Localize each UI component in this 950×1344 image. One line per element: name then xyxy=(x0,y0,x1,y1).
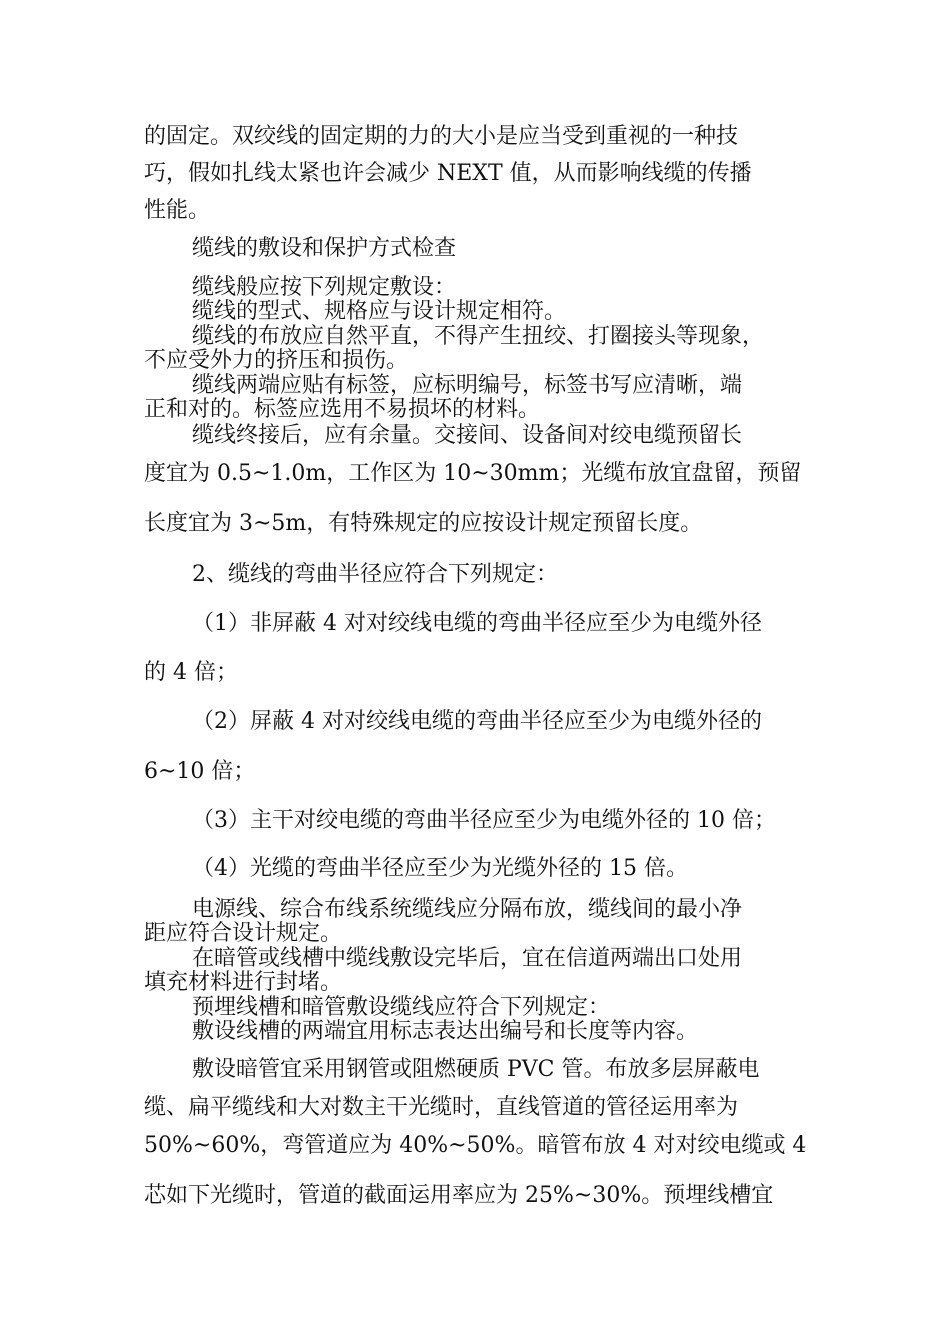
text-line: （2）屏蔽 4 对对绞线电缆的弯曲半径应至少为电缆外径的 xyxy=(192,709,762,734)
section-heading: 缆线的敷设和保护方式检查 xyxy=(192,236,457,261)
text-line: 敷设暗管宜采用钢管或阻燃硬质 PVC 管。布放多层屏蔽电 xyxy=(192,1057,760,1082)
text-line: 在暗管或线槽中缆线敷设完毕后，宜在信道两端出口处用 xyxy=(192,946,743,971)
text-line: 缆线两端应贴有标签，应标明编号，标签书写应清晰，端 xyxy=(192,373,743,398)
text-line: 芯如下光缆时，管道的截面运用率应为 25%~30%。预埋线槽宜 xyxy=(144,1183,774,1208)
text-line: 缆线般应按下列规定敷设： xyxy=(192,275,457,300)
text-line: 不应受外力的挤压和损伤。 xyxy=(144,348,409,373)
text-line: 6~10 倍； xyxy=(144,759,256,784)
text-line: 正和对的。标签应选用不易损坏的材料。 xyxy=(144,397,541,422)
text-line: 填充材料进行封堵。 xyxy=(144,970,343,995)
text-line: 2、缆线的弯曲半径应符合下列规定： xyxy=(192,562,558,587)
text-line: 巧，假如扎线太紧也许会减少 NEXT 值，从而影响线缆的传播 xyxy=(144,161,752,186)
text-line: （1）非屏蔽 4 对对绞线电缆的弯曲半径应至少为电缆外径 xyxy=(192,611,762,636)
text-line: （3）主干对绞电缆的弯曲半径应至少为电缆外径的 10 倍； xyxy=(192,808,776,833)
text-line: 距应符合设计规定。 xyxy=(144,921,343,946)
text-line: 缆、扁平缆线和大对数主干光缆时，直线管道的管径运用率为 xyxy=(144,1095,739,1120)
text-line: 的固定。双绞线的固定期的力的大小是应当受到重视的一种技 xyxy=(144,124,739,149)
text-line: 度宜为 0.5~1.0m，工作区为 10~30mm；光缆布放宜盘留，预留 xyxy=(144,461,802,486)
text-line: 的 4 倍； xyxy=(144,660,238,685)
text-line: 50%~60%，弯管道应为 40%~50%。暗管布放 4 对对绞电缆或 4 xyxy=(144,1133,807,1158)
text-line: 性能。 xyxy=(144,198,211,223)
text-line: 预埋线槽和暗管敷设缆线应符合下列规定： xyxy=(192,995,611,1020)
text-line: 缆线的布放应自然平直，不得产生扭绞、打圈接头等现象， xyxy=(192,324,765,349)
text-line: 敷设线槽的两端宜用标志表达出编号和长度等内容。 xyxy=(192,1019,699,1044)
text-line: 电源线、综合布线系统缆线应分隔布放，缆线间的最小净 xyxy=(192,897,743,922)
text-line: （4）光缆的弯曲半径应至少为光缆外径的 15 倍。 xyxy=(192,856,688,881)
text-line: 缆线的型式、规格应与设计规定相符。 xyxy=(192,299,567,324)
text-line: 缆线终接后，应有余量。交接间、设备间对绞电缆预留长 xyxy=(192,423,743,448)
text-line: 长度宜为 3~5m，有特殊规定的应按设计规定预留长度。 xyxy=(144,511,703,536)
